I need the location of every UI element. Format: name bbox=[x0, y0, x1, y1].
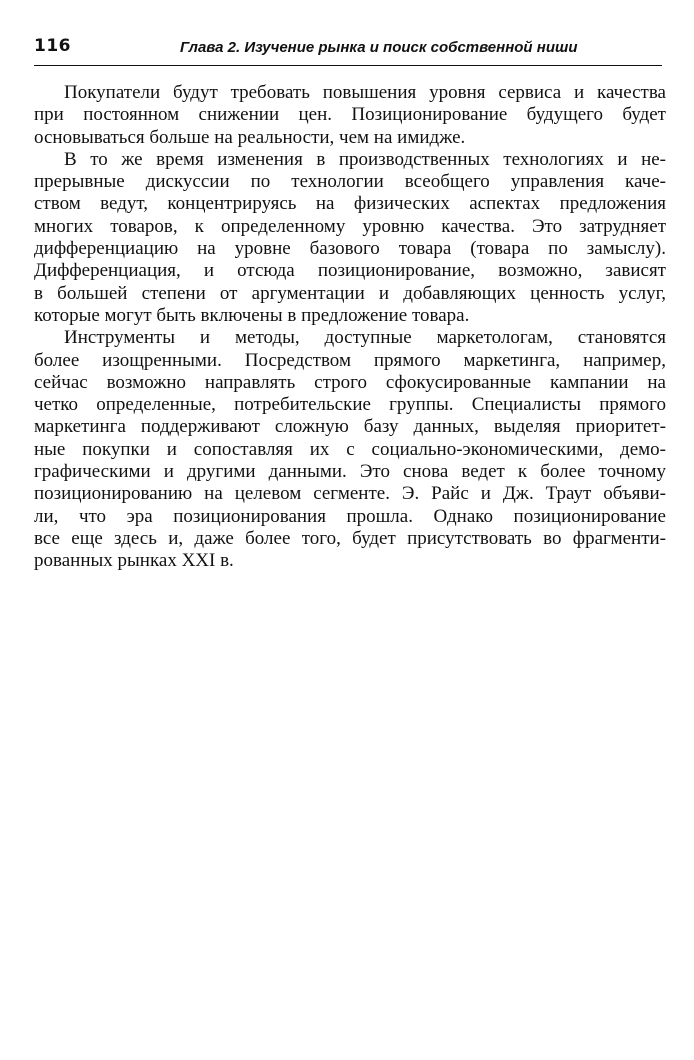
text-line: все еще здесь и, даже более того, будет присутствовать во фрагменти- bbox=[34, 527, 666, 549]
text-line: В то же время изменения в производственных технологиях и не- bbox=[64, 148, 666, 170]
paragraph-1 bbox=[34, 82, 666, 149]
text-line: графическими и другими данными. Это снова ведет к более точному bbox=[34, 461, 666, 483]
paragraph-2 bbox=[34, 149, 666, 327]
text-line: четко определенные, потребительские группы. Специалисты прямого bbox=[34, 394, 666, 416]
text-line: ные покупки и сопоставляя их с социально-экономическими, демо- bbox=[34, 438, 666, 460]
paragraph-3 bbox=[34, 327, 666, 572]
header-rule bbox=[34, 65, 662, 66]
text-line: Инструменты и методы, доступные маркетологам, становятся bbox=[64, 327, 666, 349]
text-line: сейчас возможно направлять строго сфокусированные кампании на bbox=[34, 371, 666, 393]
page-number: 116 bbox=[34, 36, 71, 56]
text-line: прерывные дискуссии по технологии всеобщего управления каче- bbox=[34, 171, 666, 193]
text-line: при постоянном снижении цен. Позиционирование будущего будет bbox=[34, 104, 666, 126]
text-line: более изощренными. Посредством прямого маркетинга, например, bbox=[34, 349, 666, 371]
body-text bbox=[34, 82, 666, 573]
text-line: позиционированию на целевом сегменте. Э. Райс и Дж. Траут объяви- bbox=[34, 483, 666, 505]
text-line: Дифференциация, и отсюда позиционирование, возможно, зависят bbox=[34, 260, 666, 282]
text-line: ством ведут, концентрируясь на физических аспектах предложения bbox=[34, 193, 666, 215]
text-line: многих товаров, к определенному уровню качества. Это затрудняет bbox=[34, 215, 666, 237]
text-line: Покупатели будут требовать повышения уровня сервиса и качества bbox=[64, 82, 666, 103]
text-line: основываться больше на реальности, чем на имидже. bbox=[34, 126, 466, 148]
text-line: рованных рынках XXI в. bbox=[34, 550, 234, 572]
text-line: в большей степени от аргументации и добавляющих ценность услуг, bbox=[34, 282, 666, 304]
text-line: ли, что эра позиционирования прошла. Однако позиционирование bbox=[34, 505, 666, 527]
text-line: дифференциацию на уровне базового товара (товара по замыслу). bbox=[34, 238, 666, 260]
text-line: которые могут быть включены в предложение товара. bbox=[34, 304, 470, 326]
text-line: маркетинга поддерживают сложную базу данных, выделяя приоритет- bbox=[34, 416, 666, 438]
running-head: Глава 2. Изучение рынка и поиск собственной ниши bbox=[180, 39, 578, 56]
